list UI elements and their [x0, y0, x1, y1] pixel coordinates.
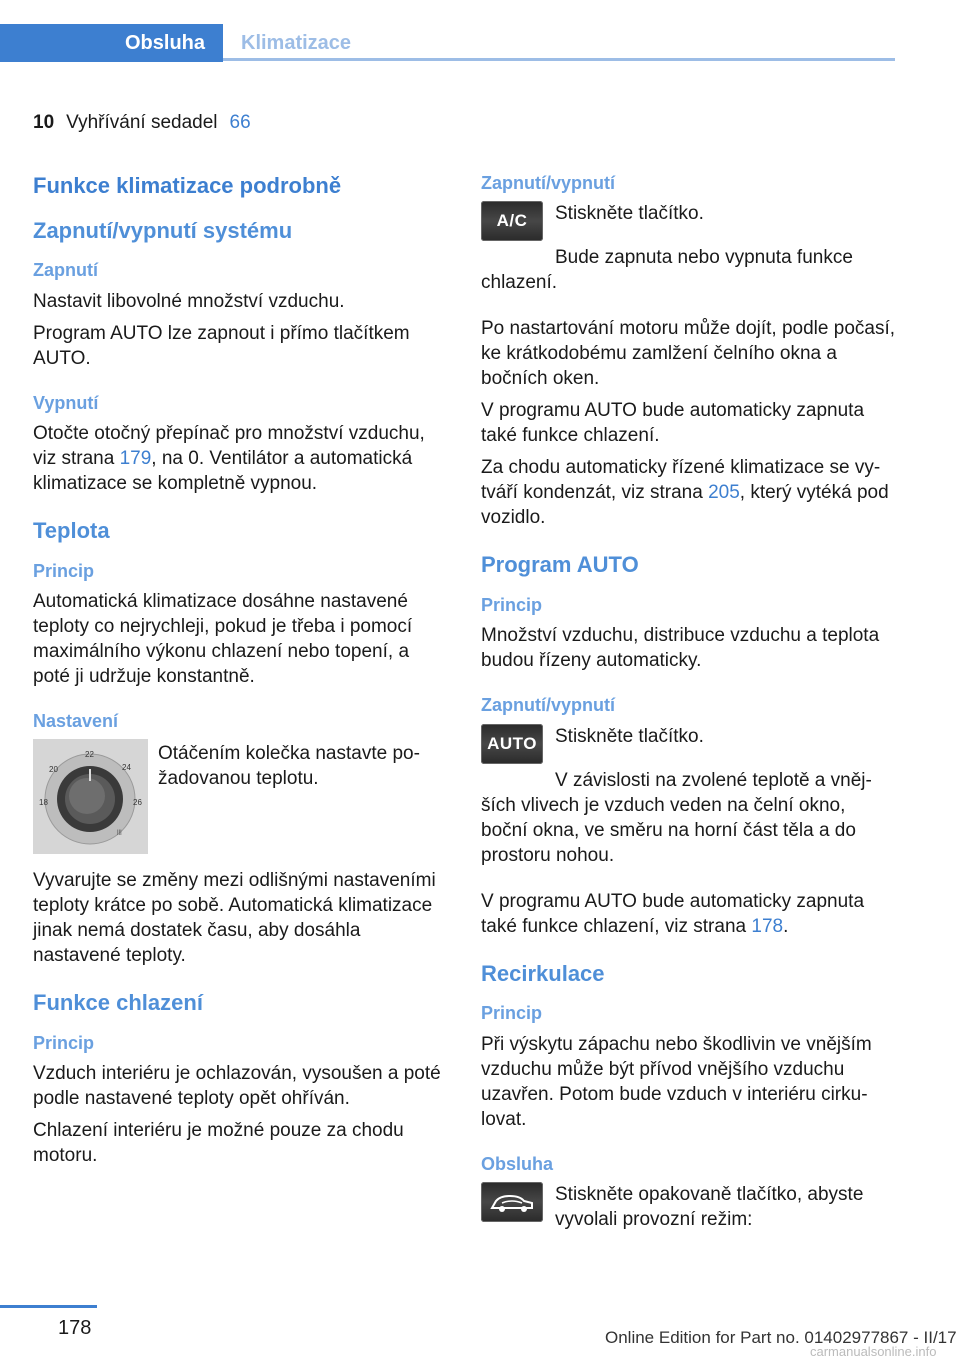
paragraph: Nastavit libovolné množství vzduchu.: [33, 290, 345, 312]
edition-note: Online Edition for Part no. 01402977867 - II/17: [605, 1328, 957, 1347]
heading-auto-program: Program AUTO: [481, 552, 639, 578]
paragraph: Otáčením kolečka nastavte požadovanou teplotu.: [158, 743, 420, 790]
paragraph: Vyvarujte se změny mezi odlišnými nastaveními teploty krátce po sobě. Automatická klimatizace jinak nemá dostatek času, aby dosáhla nastavené teploty.: [33, 870, 436, 967]
paragraph: Po nastartování motoru může dojít, podle počasí, ke krátkodobému zamlžení čelního okna a bočních oken.: [481, 318, 896, 390]
paragraph: Stiskněte tlačítko.: [555, 725, 704, 747]
heading-principle: Princip: [33, 1032, 95, 1053]
paragraph: Vzduch interiéru je ochlazován, vysoušen a poté podle nastavené teploty opět ohříván.: [33, 1063, 441, 1110]
temperature-knob-image: [33, 739, 148, 854]
chapter-title[interactable]: Vyhřívání sedadel: [66, 112, 218, 133]
chapter-number: 10: [33, 112, 55, 133]
svg-text:18: 18: [39, 798, 48, 808]
heading-principle: Princip: [481, 594, 543, 615]
section-heading-main: Funkce klimatizace podrobně: [33, 173, 342, 198]
heading-operation: Obsluha: [481, 1153, 554, 1174]
chapter-page-link[interactable]: 66: [229, 112, 251, 133]
paragraph: Program AUTO lze zapnout i přímo tlačítkem AUTO.: [33, 322, 410, 369]
heading-principle: Princip: [481, 1003, 543, 1024]
footer-rule: [0, 1305, 97, 1308]
paragraph: V programu AUTO bude automaticky zapnuta také funkce chlazení.: [481, 400, 865, 447]
right-column: [481, 172, 896, 1243]
page-link[interactable]: 178: [751, 915, 784, 937]
ac-row: [481, 201, 896, 241]
page-link[interactable]: 205: [708, 482, 740, 504]
heading-off: Vypnutí: [33, 392, 99, 413]
paragraph: Bude zapnuta nebo vypnuta funkce chlazení.: [481, 247, 853, 294]
page-link[interactable]: 179: [119, 447, 152, 469]
auto-row: [481, 724, 896, 764]
page-number: 178: [58, 1317, 92, 1339]
recirc-row: [481, 1182, 896, 1239]
svg-text:lll: lll: [117, 830, 122, 838]
heading-cooling: Funkce chlazení: [33, 990, 203, 1016]
svg-text:24: 24: [122, 763, 131, 773]
knob-row: [33, 739, 448, 854]
tab-klimatizace[interactable]: Klimatizace: [241, 31, 352, 54]
heading-setting: Nastavení: [33, 710, 119, 731]
heading-principle: Princip: [33, 560, 95, 581]
watermark: carmanualsonline.info: [810, 1344, 937, 1359]
svg-text:22: 22: [85, 750, 94, 760]
auto-button-icon: AUTO: [481, 724, 543, 764]
paragraph: Otočte otočný přepínač pro množství vzduchu, viz strana 179, na 0. Ventilátor a automatická klimatizace se kompletně vypnou.: [33, 422, 425, 494]
paragraph: Stiskněte opakovaně tlačítko, abyste vyvolali provozní režim:: [555, 1184, 864, 1231]
paragraph: Stiskněte tlačítko.: [555, 203, 704, 225]
heading-auto-onoff: Zapnutí/vypnutí: [481, 695, 615, 716]
heading-temperature: Teplota: [33, 517, 110, 543]
breadcrumb: [33, 112, 251, 134]
heading-recirculation: Recirkulace: [481, 960, 605, 986]
svg-text:26: 26: [133, 798, 142, 808]
heading-system-onoff: Zapnutí/vypnutí systému: [33, 217, 293, 243]
car-recirculation-icon: [488, 1190, 536, 1214]
tab-obsluha[interactable]: Obsluha: [0, 24, 223, 62]
header-tabs: [0, 24, 895, 62]
heading-on: Zapnutí: [33, 260, 98, 281]
left-column: [33, 172, 448, 1175]
paragraph: Množství vzduchu, distribuce vzduchu a teplota budou řízeny automaticky.: [481, 625, 880, 672]
tab-underline: [223, 58, 895, 61]
paragraph: Za chodu automaticky řízené klimatizace se vytváří kondenzát, viz strana 205, který vytéká pod vozidlo.: [481, 457, 889, 529]
recirculation-button-icon: [481, 1182, 543, 1222]
paragraph: Chlazení interiéru je možné pouze za chodu motoru.: [33, 1120, 404, 1167]
svg-text:20: 20: [49, 765, 58, 775]
paragraph: V programu AUTO bude automaticky zapnuta také funkce chlazení, viz strana 178.: [481, 890, 865, 937]
paragraph: V závislosti na zvolené teplotě a vnějších vlivech je vzduch veden na čelní okno, boční okna, ve směru na horní část těla a do prostoru nohou.: [481, 769, 872, 866]
paragraph: Automatická klimatizace dosáhne nastavené teploty co nejrychleji, pokud je třeba i pomocí maximálního výkonu chlazení nebo topení, a poté ji udržuje konstantně.: [33, 590, 413, 687]
heading-ac-onoff: Zapnutí/vypnutí: [481, 173, 615, 193]
paragraph: Při výskytu zápachu nebo škodlivin ve vnějším vzduchu může být přívod vnějšího vzduchu uzavřen. Potom bude vzduch v interiéru cirkulovat.: [481, 1033, 872, 1130]
ac-button-icon: A/C: [481, 201, 543, 241]
knob-icon: [33, 739, 148, 854]
